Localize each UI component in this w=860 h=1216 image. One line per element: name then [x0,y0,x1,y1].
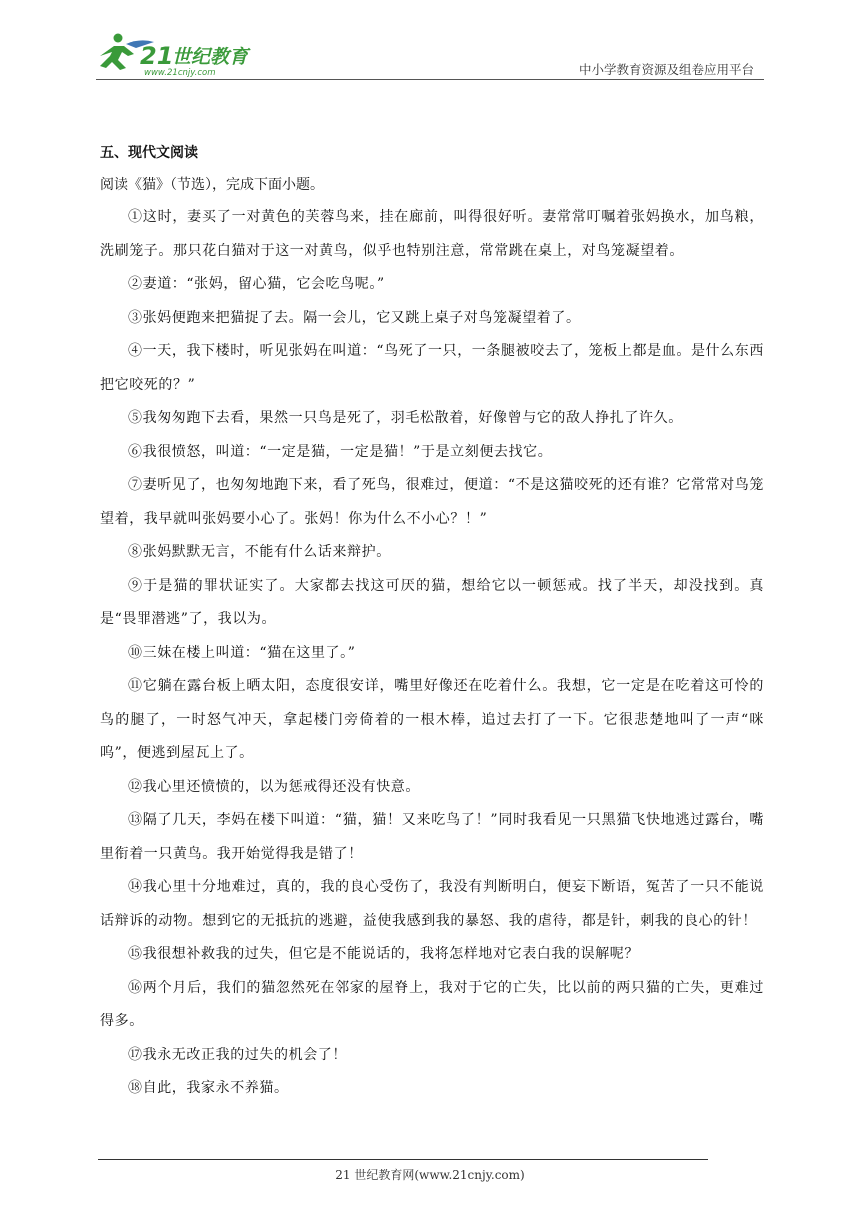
paragraph-2: ②妻道：“张妈，留心猫，它会吃鸟呢。” [128,276,385,292]
paragraph-11: ⑪它躺在露台板上晒太阳，态度很安详，嘴里好像还在吃着什么。我想，它一定是在吃着这可怜的鸟的腿了，一时怒气冲天，拿起楼门旁倚着的一根木棒，追过去打了一下。它很悲楚地叫了一声“咪呜”，便逃到屋瓦上了。 [100,678,764,761]
paragraph-17: ⑰我永无改正我的过失的机会了！ [128,1046,347,1063]
paragraph-9: ⑨于是猫的罪状证实了。大家都去找这可厌的猫，想给它以一顿惩戒。找了半天，却没找到。真是“畏罪潜逃”了，我以为。 [100,577,764,627]
paragraph-14: ⑭我心里十分地难过，真的，我的良心受伤了，我没有判断明白，便妄下断语，冤苦了一只不能说话辩诉的动物。想到它的无抵抗的逃避，益使我感到我的暴怒、我的虐待，都是针，刺我的良心的针！ [100,879,764,929]
header-divider [96,79,764,80]
footer-divider [98,1159,708,1160]
logo [96,32,266,78]
paragraph-10: ⑩三妹在楼上叫道：“猫在这里了。” [128,644,356,661]
passage [100,201,764,1106]
footer-link[interactable]: 21 世纪教育网(www.21cnjy.com) [335,1168,525,1182]
runner-logo-icon [96,32,266,78]
paragraph-3: ③张妈便跑来把猫捉了去。隔一会儿，它又跳上桌子对鸟笼凝望着了。 [128,309,581,326]
paragraph-8: ⑧张妈默默无言，不能有什么话来辩护。 [128,544,391,560]
paragraph-4: ④一天，我下楼时，听见张妈在叫道：“鸟死了一只，一条腿被咬去了，笼板上都是血。是什么东西把它咬死的？” [100,343,764,393]
paragraph-12: ⑫我心里还愤愤的，以为惩戒得还没有快意。 [128,778,420,795]
svg-text:www.21cnjy.com: www.21cnjy.com [144,68,216,78]
paragraph-1: ①这时，妻买了一对黄色的芙蓉鸟来，挂在廊前，叫得很好听。妻常常叮嘱着张妈换水，加鸟粮，洗刷笼子。那只花白猫对于这一对黄鸟，似乎也特别注意，常常跳在桌上，对鸟笼凝望着。 [100,209,764,259]
paragraph-13: ⑬隔了几天，李妈在楼下叫道：“猫，猫！又来吃鸟了！”同时我看见一只黑猫飞快地逃过露台，嘴里衔着一只黄鸟。我开始觉得我是错了！ [100,812,764,862]
paragraph-16: ⑯两个月后，我们的猫忽然死在邻家的屋脊上，我对于它的亡失，比以前的两只猫的亡失，更难过得多。 [100,979,764,1029]
paragraph-18: ⑱自此，我家永不养猫。 [128,1080,289,1096]
page-header [96,32,764,80]
svg-text:21: 21 [140,42,174,70]
reading-section [100,143,764,1106]
paragraph-7: ⑦妻听见了，也匆匆地跑下来，看了死鸟，很难过，便道：“不是这猫咬死的还有谁？它常常对鸟笼望着，我早就叫张妈要小心了。张妈！你为什么不小心？！” [100,477,764,527]
section-title: 五、现代文阅读 [100,145,198,161]
platform-name: 中小学教育资源及组卷应用平台 [578,62,754,77]
section-intro: 阅读《猫》（节选），完成下面小题。 [100,177,324,193]
paragraph-6: ⑥我很愤怒，叫道：“一定是猫，一定是猫！”于是立刻便去找它。 [128,443,553,460]
paragraph-15: ⑮我很想补救我的过失，但它是不能说话的，我将怎样地对它表白我的误解呢？ [128,946,639,962]
svg-text:世纪教育: 世纪教育 [172,46,249,68]
paragraph-5: ⑤我匆匆跑下去看，果然一只鸟是死了，羽毛松散着，好像曾与它的敌人挣扎了许久。 [128,410,683,426]
